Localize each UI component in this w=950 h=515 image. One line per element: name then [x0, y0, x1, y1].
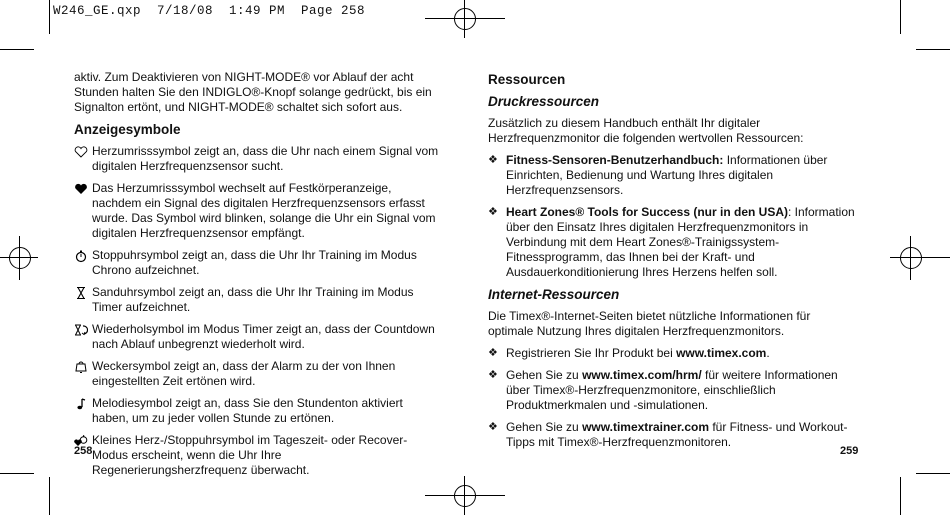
url-link: www.timex.com/hrm/	[582, 368, 702, 382]
symbol-text: Wiederholsymbol im Modus Timer zeigt an, dass der Countdown nach Ablauf unbegrenzt wiederholt wird.	[92, 322, 435, 351]
list-item	[488, 153, 858, 198]
stopwatch-icon	[74, 249, 88, 263]
bullet-diamond-icon: ❖	[488, 154, 498, 166]
symbol-item-heart-stopwatch	[74, 433, 440, 478]
right-page	[488, 70, 858, 457]
print-slug-header: W246_GE.qxp 7/18/08 1:49 PM Page 258	[53, 4, 366, 18]
symbol-text: Melodiesymbol zeigt an, dass Sie den Stundenton aktiviert haben, um zu jeder vollen Stunde zu ertönen.	[92, 396, 403, 425]
internet-resources-heading: Internet-Ressourcen	[488, 287, 620, 302]
heart-outline-icon	[74, 145, 88, 159]
hourglass-icon	[74, 286, 88, 300]
bullet-diamond-icon: ❖	[488, 347, 498, 359]
item-text: .	[766, 346, 770, 360]
bullet-diamond-icon: ❖	[488, 206, 498, 218]
repeat-hourglass-icon	[74, 323, 88, 337]
symbol-item-stopwatch	[74, 248, 440, 278]
list-item	[488, 205, 858, 280]
bullet-diamond-icon: ❖	[488, 421, 498, 433]
list-item	[488, 346, 858, 361]
item-text: für Fitness- und Workout-Tipps mit Timex®-Herzfrequenzmonitoren.	[506, 420, 848, 449]
symbol-item-alarm	[74, 359, 440, 389]
alarm-clock-icon	[74, 360, 88, 374]
item-text: Registrieren Sie Ihr Produkt bei	[506, 346, 677, 360]
item-text: Gehen Sie zu	[506, 368, 583, 382]
resources-heading: Ressourcen	[488, 72, 566, 87]
symbol-text: Stoppuhrsymbol zeigt an, dass die Uhr Ihr Training im Modus Chrono aufzeichnet.	[92, 248, 417, 277]
symbol-item-hourglass	[74, 285, 440, 315]
symbol-text: Das Herzumrisssymbol wechselt auf Festkörperanzeige, nachdem ein Signal des digitalen Herzfrequenzsensors erfasst wurde. Das Symbol wird blinken, solange die Uhr ein Signal vom digitalen Herzfrequenzsensor empfängt.	[92, 181, 436, 240]
symbol-text: Kleines Herz-/Stoppuhrsymbol im Tageszeit- oder Recover-Modus erscheint, wenn die Uhr Ihre Regenerierungsherzfrequenz überwacht.	[92, 433, 408, 477]
item-title: Heart Zones® Tools for Success (nur in den USA)	[506, 205, 788, 219]
print-resources-heading: Druckressourcen	[488, 94, 600, 109]
left-page	[74, 70, 440, 485]
heart-filled-icon	[74, 182, 88, 196]
item-text: für weitere Informationen über Timex®-Herzfrequenzmonitore, einschließlich Produktmerkmalen und -simulationen.	[506, 368, 838, 412]
music-note-icon	[74, 397, 88, 411]
item-text: Informationen über Einrichten, Bedienung und Wartung Ihres digitalen Herzfrequenzsensors.	[506, 153, 828, 197]
print-resources-intro: Zusätzlich zu diesem Handbuch enthält Ihr digitaler Herzfrequenzmonitor die folgenden wertvollen Ressourcen:	[488, 116, 804, 145]
list-item	[488, 420, 858, 450]
list-item	[488, 368, 858, 413]
page-number-right: 259	[840, 445, 859, 457]
bullet-diamond-icon: ❖	[488, 369, 498, 381]
item-text: Gehen Sie zu	[506, 420, 583, 434]
url-link: www.timextrainer.com	[582, 420, 709, 434]
symbol-item-heart-outline	[74, 144, 440, 174]
item-text: : Information über den Einsatz Ihres digitalen Herzfrequenzmonitors in Verbindung mit dem Heart Zones®-Trainigssystem-Fitnessprogramm, das Ihnen bei der Kraft- und Ausdauerkonditionierung Ihres Herzens helfen soll.	[506, 205, 855, 279]
page-number-left: 258	[74, 445, 93, 457]
item-title: Fitness-Sensoren-Benutzerhandbuch:	[506, 153, 724, 167]
symbol-item-melody	[74, 396, 440, 426]
internet-resources-intro: Die Timex®-Internet-Seiten bietet nützliche Informationen für optimale Nutzung Ihres digitalen Herzfrequenzmonitors.	[488, 309, 811, 338]
night-mode-paragraph: aktiv. Zum Deaktivieren von NIGHT-MODE® vor Ablauf der acht Stunden halten Sie den INDIGLO®-Knopf solange gedrückt, bis ein Signalton ertönt, und NIGHT-MODE® schaltet sich sofort aus.	[74, 70, 432, 114]
symbol-item-repeat	[74, 322, 440, 352]
symbol-item-heart-filled	[74, 181, 440, 241]
display-symbols-heading: Anzeigesymbole	[74, 122, 181, 137]
symbol-text: Herzumrisssymbol zeigt an, dass die Uhr nach einem Signal vom digitalen Herzfrequenzsensor sucht.	[92, 144, 439, 173]
symbol-text: Sanduhrsymbol zeigt an, dass die Uhr Ihr Training im Modus Timer aufzeichnet.	[92, 285, 414, 314]
url-link: www.timex.com	[676, 346, 767, 360]
symbol-text: Weckersymbol zeigt an, dass der Alarm zu der von Ihnen eingestellten Zeit ertönen wird.	[92, 359, 396, 388]
